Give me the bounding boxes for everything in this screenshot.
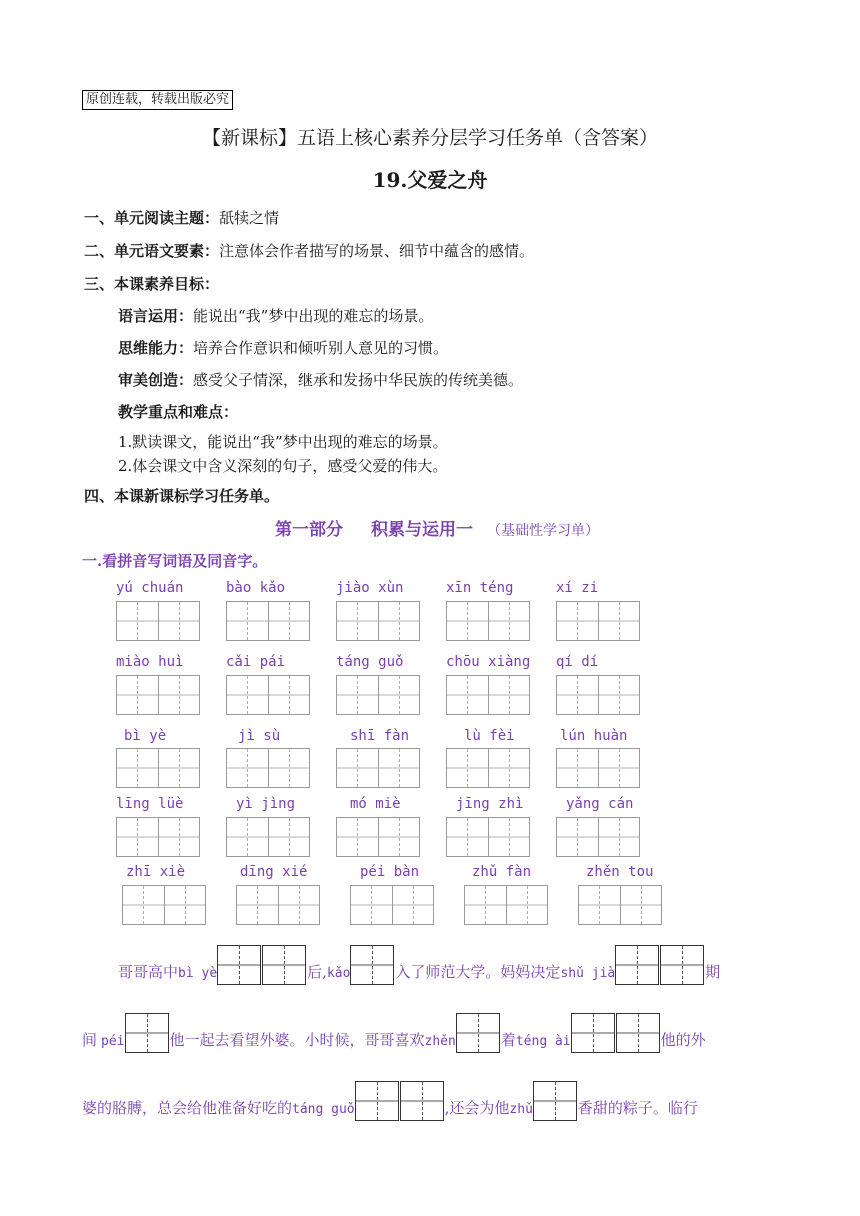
writing-grid[interactable] — [122, 885, 206, 925]
goal-label: 语言运用： — [118, 307, 194, 325]
pinyin-prompt: jì sù — [238, 728, 281, 744]
writing-grid[interactable] — [446, 748, 530, 788]
writing-cell[interactable] — [447, 749, 489, 787]
pinyin-prompt: táng guǒ — [336, 654, 404, 670]
answer-box[interactable] — [533, 1081, 577, 1121]
task-list-label: 四、本课新课标学习任务单。 — [84, 487, 280, 505]
pinyin-prompt: jiào xùn — [336, 580, 404, 596]
answer-box[interactable] — [616, 1013, 660, 1053]
writing-cell[interactable] — [165, 886, 206, 924]
writing-grid[interactable] — [236, 885, 320, 925]
writing-cell[interactable] — [159, 602, 200, 640]
reading-theme-value: 舐犊之情 — [219, 209, 280, 227]
goal-text: 培养合作意识和倾听别人意见的习惯。 — [193, 339, 449, 357]
writing-grid[interactable] — [556, 601, 640, 641]
writing-cell[interactable] — [269, 749, 310, 787]
part-name: 第一部分 — [275, 520, 343, 540]
passage-pinyin: zhǔ — [509, 1102, 533, 1117]
writing-cell[interactable] — [269, 818, 310, 856]
exercise-1-heading: 一.看拼音写词语及同音字。 — [82, 552, 268, 570]
pinyin-prompt: lún huàn — [560, 728, 628, 744]
passage-line-3 — [82, 1081, 782, 1121]
writing-grid[interactable] — [446, 601, 530, 641]
language-element-label: 二、单元语文要素： — [84, 242, 220, 260]
pinyin-prompt: zhī xiè — [126, 864, 186, 880]
document-title: 【新课标】五语上核心素养分层学习任务单（含答案） — [201, 127, 658, 149]
lesson-title: 19.父爱之舟 — [372, 168, 488, 192]
language-element-line — [84, 240, 534, 262]
writing-grid[interactable] — [556, 748, 640, 788]
passage-line-2 — [82, 1013, 782, 1053]
writing-cell[interactable] — [599, 602, 640, 640]
passage-pinyin: táng guǒ — [292, 1102, 355, 1117]
writing-grid[interactable] — [350, 885, 434, 925]
writing-cell[interactable] — [379, 749, 420, 787]
language-element-value: 注意体会作者描写的场景、细节中蕴含的感情。 — [219, 242, 535, 260]
pinyin-prompt: yú chuán — [116, 580, 184, 596]
writing-cell[interactable] — [117, 818, 159, 856]
writing-cell[interactable] — [557, 818, 599, 856]
key-point-2: 2.体会课文中含义深刻的句子，感受父爱的伟大。 — [118, 457, 448, 475]
writing-grid[interactable] — [336, 817, 420, 857]
pinyin-prompt: cǎi pái — [226, 654, 286, 670]
answer-box[interactable] — [615, 945, 659, 985]
writing-cell[interactable] — [159, 676, 200, 714]
goal-text: 感受父子情深，继承和发扬中华民族的传统美德。 — [193, 371, 524, 389]
writing-grid[interactable] — [446, 817, 530, 857]
writing-cell[interactable] — [465, 886, 507, 924]
pinyin-prompt: xí zi — [556, 580, 599, 596]
answer-box[interactable] — [355, 1081, 399, 1121]
passage-text: 入了师范大学。妈妈决定 — [395, 963, 561, 981]
answer-box[interactable] — [125, 1013, 169, 1053]
passage-pinyin: bì yè — [178, 966, 218, 981]
writing-grid[interactable] — [116, 675, 200, 715]
pinyin-prompt: xīn téng — [446, 580, 514, 596]
writing-cell[interactable] — [489, 749, 530, 787]
answer-box[interactable] — [456, 1013, 500, 1053]
pinyin-prompt: qí dí — [556, 654, 599, 670]
copyright-notice: 原创连载，转载出版必究 — [82, 90, 233, 110]
passage-text: 婆的胳膊，总会给他准备好吃的 — [82, 1099, 293, 1117]
writing-cell[interactable] — [269, 676, 310, 714]
writing-cell[interactable] — [337, 818, 379, 856]
writing-grid[interactable] — [578, 885, 662, 925]
passage-text: 香甜的粽子。临行 — [577, 1099, 698, 1117]
writing-cell[interactable] — [489, 676, 530, 714]
writing-cell[interactable] — [269, 602, 310, 640]
writing-grid[interactable] — [336, 601, 420, 641]
answer-box[interactable] — [660, 945, 704, 985]
writing-cell[interactable] — [227, 676, 269, 714]
pinyin-prompt: yǎng cán — [566, 796, 634, 812]
key-point-1: 1.默读课文，能说出“我”梦中出现的难忘的场景。 — [118, 433, 448, 451]
pinyin-prompt: miào huì — [116, 654, 184, 670]
passage-text: 他一起去看望外婆。小时候，哥哥喜欢 — [169, 1031, 425, 1049]
writing-cell[interactable] — [599, 818, 640, 856]
writing-grid[interactable] — [116, 817, 200, 857]
key-points-heading — [118, 401, 238, 423]
writing-cell[interactable] — [227, 818, 269, 856]
writing-grid[interactable] — [116, 601, 200, 641]
passage-text: 后, — [307, 963, 327, 981]
writing-cell[interactable] — [237, 886, 279, 924]
pinyin-prompt: mó miè — [350, 796, 401, 812]
reading-theme-label: 一、单元阅读主题： — [84, 209, 220, 227]
writing-cell[interactable] — [117, 676, 159, 714]
passage-pinyin: péi — [101, 1034, 125, 1049]
writing-cell[interactable] — [227, 749, 269, 787]
writing-cell[interactable] — [117, 749, 159, 787]
writing-cell[interactable] — [337, 749, 379, 787]
writing-cell[interactable] — [279, 886, 320, 924]
writing-grid[interactable] — [446, 675, 530, 715]
pinyin-prompt: bào kǎo — [226, 580, 286, 596]
writing-cell[interactable] — [621, 886, 662, 924]
part-subtitle: （基础性学习单） — [487, 523, 599, 539]
answer-box[interactable] — [571, 1013, 615, 1053]
writing-cell[interactable] — [599, 749, 640, 787]
pinyin-prompt: lù fèi — [464, 728, 515, 744]
writing-cell[interactable] — [557, 602, 599, 640]
passage-text: 哥哥高中 — [118, 963, 179, 981]
passage-pinyin: shǔ jià — [560, 966, 616, 981]
writing-cell[interactable] — [393, 886, 434, 924]
passage-text: 着 — [500, 1031, 516, 1049]
writing-cell[interactable] — [447, 818, 489, 856]
writing-cell[interactable] — [489, 818, 530, 856]
writing-cell[interactable] — [227, 602, 269, 640]
part-header — [0, 515, 860, 540]
writing-cell[interactable] — [489, 602, 530, 640]
pinyin-prompt: shī fàn — [350, 728, 410, 744]
pinyin-prompt: dīng xié — [240, 864, 308, 880]
goal-label: 审美创造： — [118, 371, 194, 389]
writing-cell[interactable] — [579, 886, 621, 924]
pinyin-prompt: zhǔ fàn — [472, 864, 532, 880]
goal-language-use — [118, 305, 433, 327]
answer-box[interactable] — [217, 945, 261, 985]
writing-cell[interactable] — [557, 676, 599, 714]
answer-box[interactable] — [400, 1081, 444, 1121]
part-title: 积累与运用一 — [371, 520, 473, 540]
writing-cell[interactable] — [447, 602, 489, 640]
goal-aesthetic — [118, 369, 523, 391]
writing-cell[interactable] — [507, 886, 548, 924]
goal-text: 能说出“我”梦中出现的难忘的场景。 — [193, 307, 434, 325]
reading-theme-line — [84, 207, 279, 229]
writing-grid[interactable] — [336, 748, 420, 788]
writing-cell[interactable] — [351, 886, 393, 924]
writing-cell[interactable] — [337, 602, 379, 640]
writing-grid[interactable] — [226, 817, 310, 857]
pinyin-prompt: jīng zhì — [456, 796, 524, 812]
goal-label: 思维能力： — [118, 339, 194, 357]
writing-grid[interactable] — [226, 601, 310, 641]
passage-pinyin: zhěn — [424, 1034, 456, 1049]
pinyin-prompt: bì yè — [124, 728, 167, 744]
writing-cell[interactable] — [599, 676, 640, 714]
writing-cell[interactable] — [159, 749, 200, 787]
writing-cell[interactable] — [379, 818, 420, 856]
pinyin-prompt: péi bàn — [360, 864, 420, 880]
writing-cell[interactable] — [337, 676, 379, 714]
writing-grid[interactable] — [336, 675, 420, 715]
writing-cell[interactable] — [557, 749, 599, 787]
pinyin-prompt: chōu xiàng — [446, 654, 531, 670]
pinyin-prompt: līng lüè — [116, 796, 184, 812]
passage-text: 他的外 — [660, 1031, 706, 1049]
passage-pinyin: téng ài — [515, 1034, 571, 1049]
writing-cell[interactable] — [117, 602, 159, 640]
writing-grid[interactable] — [556, 675, 640, 715]
writing-grid[interactable] — [226, 748, 310, 788]
writing-cell[interactable] — [379, 602, 420, 640]
pinyin-prompt: yì jìng — [236, 796, 296, 812]
writing-cell[interactable] — [123, 886, 165, 924]
writing-cell[interactable] — [159, 818, 200, 856]
goal-thinking — [118, 337, 448, 359]
passage-text: 间 — [82, 1031, 98, 1049]
task-list-heading — [84, 485, 279, 507]
literacy-goals-heading — [84, 273, 219, 295]
passage-line-1 — [82, 945, 782, 985]
key-points-label: 教学重点和难点： — [118, 403, 239, 421]
passage-text: 期 — [705, 963, 721, 981]
writing-grid[interactable] — [116, 748, 200, 788]
writing-grid[interactable] — [464, 885, 548, 925]
passage-pinyin: kǎo — [326, 966, 351, 981]
writing-cell[interactable] — [379, 676, 420, 714]
answer-box[interactable] — [262, 945, 306, 985]
writing-grid[interactable] — [226, 675, 310, 715]
writing-grid[interactable] — [556, 817, 640, 857]
literacy-goals-label: 三、本课素养目标： — [84, 275, 220, 293]
passage-text: ,还会为他 — [444, 1099, 510, 1117]
writing-cell[interactable] — [447, 676, 489, 714]
answer-box[interactable] — [350, 945, 394, 985]
pinyin-prompt: zhěn tou — [586, 864, 654, 880]
